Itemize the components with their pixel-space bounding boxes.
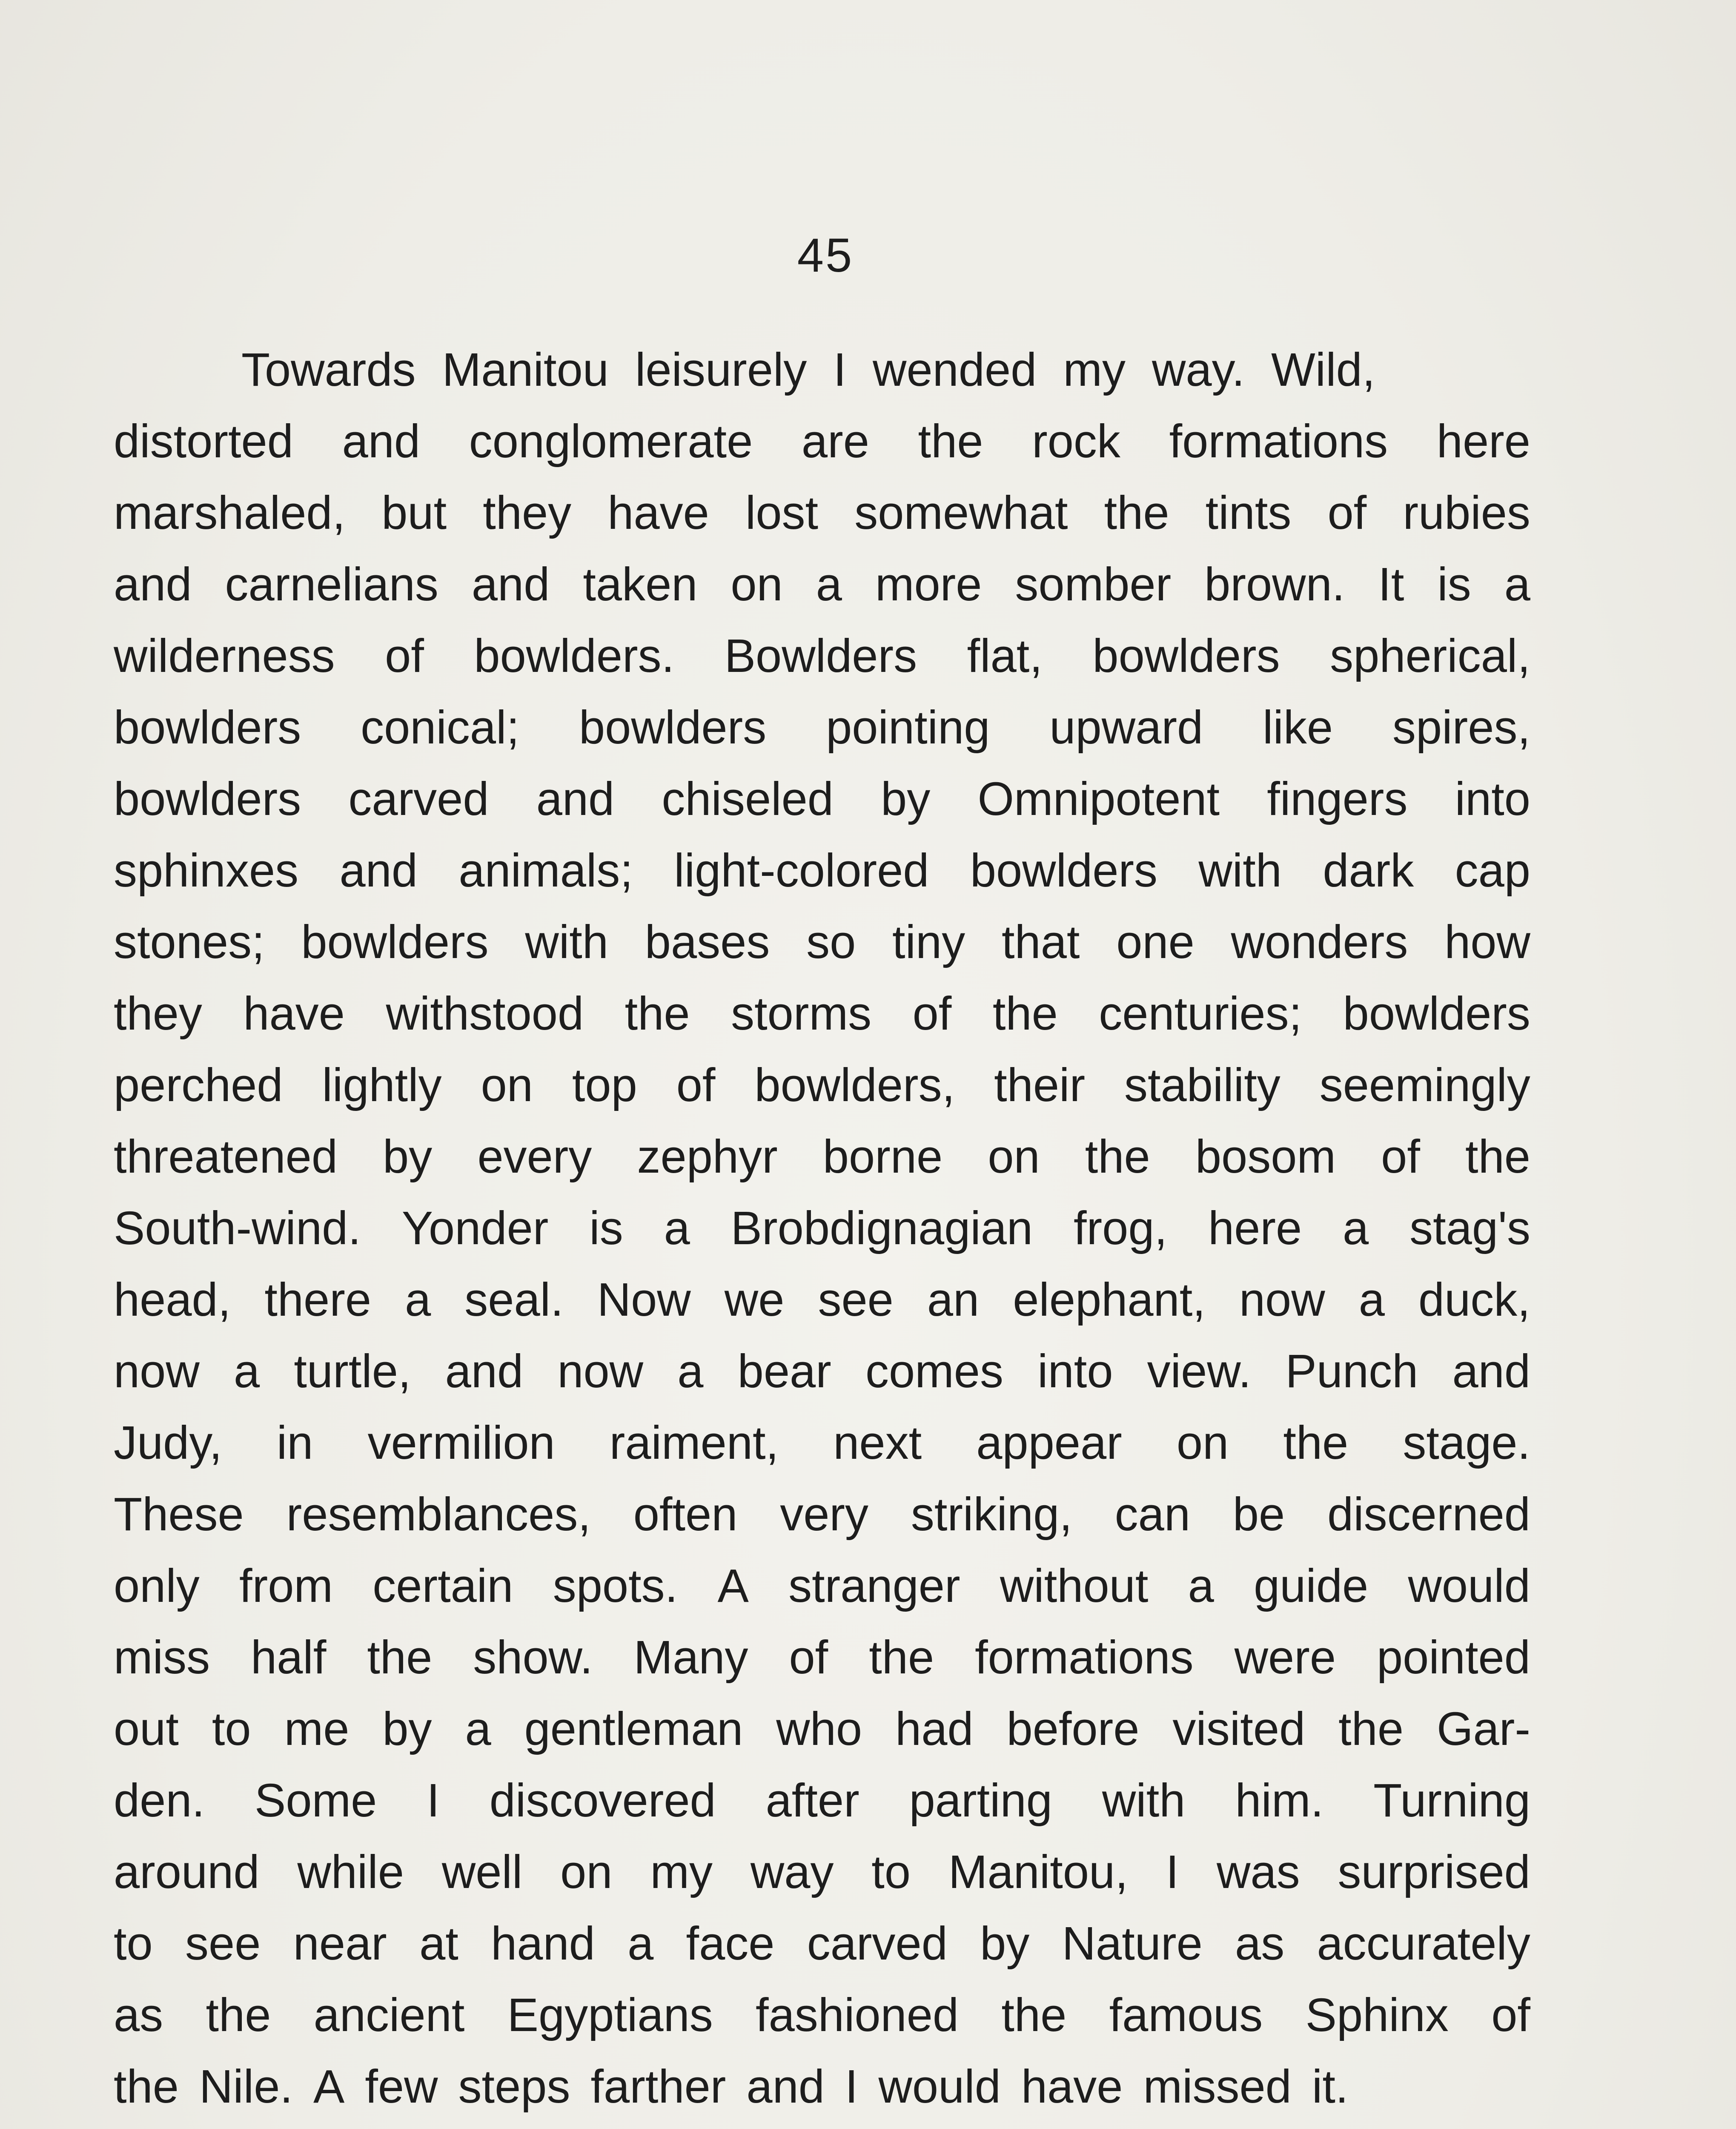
word: I	[1166, 1846, 1179, 1898]
word: every	[477, 1130, 592, 1183]
word: Nile.	[199, 2060, 293, 2113]
word: zephyr	[637, 1130, 778, 1183]
text-line	[114, 1479, 1530, 1550]
word: bowlders	[1343, 987, 1530, 1040]
word: of	[789, 1631, 828, 1684]
word: a	[1358, 1274, 1385, 1326]
word: with	[1102, 1774, 1186, 1827]
word: to	[114, 1917, 153, 1970]
word: with	[1198, 844, 1282, 897]
word: an	[927, 1274, 980, 1326]
word: of	[676, 1059, 716, 1111]
word: formations	[975, 1631, 1194, 1684]
word: him.	[1235, 1774, 1324, 1827]
word	[378, 2123, 544, 2129]
text-line	[114, 1908, 1530, 1980]
word: be	[1232, 1488, 1285, 1541]
word: the	[1338, 1703, 1404, 1755]
word: tiny	[892, 916, 965, 968]
text-line	[114, 978, 1530, 1050]
text-line	[114, 1836, 1530, 1908]
word: discerned	[1327, 1488, 1530, 1541]
word: distorted	[114, 415, 293, 468]
word: Gar-	[1437, 1703, 1530, 1755]
word: centuries;	[1099, 987, 1302, 1040]
word: had	[895, 1703, 974, 1755]
word: the	[1283, 1417, 1349, 1469]
word: to	[871, 1846, 911, 1898]
word: the	[114, 2060, 179, 2113]
word: leisurely	[635, 344, 807, 396]
word: lost	[745, 487, 819, 539]
text-line	[114, 1050, 1530, 1121]
word: Some	[255, 1774, 377, 1827]
word: Punch	[1285, 1345, 1418, 1397]
word: vermilion	[367, 1417, 555, 1469]
word: conical;	[361, 701, 520, 754]
word	[241, 2123, 343, 2129]
word: These	[114, 1488, 244, 1541]
text-line	[114, 549, 1530, 620]
word: from	[239, 1560, 333, 1612]
word: me	[284, 1703, 349, 1755]
word: as	[114, 1989, 163, 2041]
word: bowlders	[970, 844, 1158, 897]
word: of	[912, 987, 952, 1040]
word: Now	[597, 1274, 691, 1326]
word: gentleman	[524, 1703, 743, 1755]
word: accurately	[1317, 1917, 1530, 1970]
word: resemblances,	[286, 1488, 591, 1541]
word: of	[385, 630, 424, 682]
word: tints	[1205, 487, 1292, 539]
word: I	[427, 1774, 440, 1827]
word: elephant,	[1013, 1274, 1206, 1326]
word: Towards	[241, 344, 416, 396]
word: formations	[1169, 415, 1388, 468]
text-line	[114, 1550, 1530, 1622]
word: have	[607, 487, 709, 539]
word: out	[114, 1703, 179, 1755]
word: and	[339, 844, 418, 897]
word: a	[816, 558, 842, 611]
word: one	[1116, 916, 1195, 968]
body-text	[109, 334, 1530, 2129]
word: around	[114, 1846, 260, 1898]
text-line	[114, 1980, 1530, 2051]
word: by	[383, 1130, 433, 1183]
word: somber	[1015, 558, 1172, 611]
word: South-wind.	[114, 1202, 361, 1254]
word: now	[557, 1345, 644, 1397]
word: Manitou,	[948, 1846, 1128, 1898]
word: farther	[590, 2060, 726, 2113]
word: would	[878, 2060, 1001, 2113]
word: bosom	[1195, 1130, 1336, 1183]
word: as	[1235, 1917, 1285, 1970]
word: bowlders.	[474, 630, 675, 682]
word: Bowlders	[724, 630, 917, 682]
word: I	[833, 344, 846, 396]
text-line	[114, 1622, 1530, 1693]
word: and	[1452, 1345, 1530, 1397]
word: missed	[1143, 2060, 1292, 2113]
word: light-colored	[674, 844, 929, 897]
word: my	[1063, 344, 1126, 396]
word: bowlders	[579, 701, 767, 754]
word: bowlders,	[754, 1059, 955, 1111]
word: guide	[1254, 1560, 1369, 1612]
word: ancient	[313, 1989, 465, 2041]
word: so	[806, 916, 856, 968]
word: they	[483, 487, 572, 539]
word: upward	[1049, 701, 1203, 754]
word: steps	[458, 2060, 570, 2113]
word: pointed	[1377, 1631, 1530, 1684]
word: top	[572, 1059, 637, 1111]
word: stranger	[788, 1560, 960, 1612]
word: visited	[1172, 1703, 1306, 1755]
word: view.	[1147, 1345, 1252, 1397]
word: den.	[114, 1774, 205, 1827]
word: Manitou	[442, 344, 609, 396]
text-line	[114, 477, 1530, 549]
text-line	[114, 1765, 1530, 1836]
word: borne	[822, 1130, 943, 1183]
word: spots.	[553, 1560, 678, 1612]
word: famous	[1109, 1989, 1263, 2041]
word: cap	[1455, 844, 1530, 897]
word: were	[1234, 1631, 1336, 1684]
word: before	[1006, 1703, 1140, 1755]
word: fingers	[1267, 773, 1408, 825]
word	[1298, 2123, 1402, 2129]
word: is	[1437, 558, 1471, 611]
word: Many	[633, 1631, 748, 1684]
word: carved	[348, 773, 489, 825]
word: bowlders	[1092, 630, 1280, 682]
text-line	[114, 2051, 1530, 2123]
word: striking,	[911, 1488, 1072, 1541]
word: raiment,	[609, 1417, 779, 1469]
word: often	[633, 1488, 738, 1541]
word: on	[1176, 1417, 1229, 1469]
word: there	[264, 1274, 372, 1326]
word: the	[1085, 1130, 1150, 1183]
word: by	[382, 1703, 432, 1755]
word: sphinxes	[114, 844, 299, 897]
word: rubies	[1403, 487, 1530, 539]
word: it.	[1312, 2060, 1349, 2113]
word: a	[233, 1345, 260, 1397]
word: Wild,	[1271, 344, 1375, 396]
word: a	[1504, 558, 1530, 611]
word: spires,	[1392, 701, 1530, 754]
word: bowlders	[301, 916, 489, 968]
text-line	[114, 907, 1530, 978]
text-line	[114, 692, 1530, 763]
word: stage.	[1403, 1417, 1530, 1469]
word: into	[1455, 773, 1530, 825]
word: I	[845, 2060, 858, 2113]
word: somewhat	[854, 487, 1068, 539]
word: bear	[737, 1345, 831, 1397]
word: and	[114, 558, 192, 611]
word: A	[313, 2060, 345, 2113]
word: can	[1114, 1488, 1191, 1541]
word: bowlders	[114, 701, 301, 754]
word: that	[1002, 916, 1080, 968]
text-line	[114, 1121, 1530, 1193]
word: hand	[491, 1917, 595, 1970]
word: of	[1491, 1989, 1530, 2041]
word: and	[342, 415, 421, 468]
word: my	[650, 1846, 713, 1898]
word: who	[776, 1703, 862, 1755]
word: have	[243, 987, 345, 1040]
word: without	[1000, 1560, 1149, 1612]
word: discovered	[489, 1774, 716, 1827]
word: the	[1465, 1130, 1530, 1183]
word	[1437, 2123, 1530, 2129]
word: here	[1436, 415, 1530, 468]
word	[1187, 2123, 1263, 2129]
text-line	[114, 620, 1530, 692]
word: bowlders	[114, 773, 301, 825]
word: with	[525, 916, 609, 968]
word: a	[465, 1703, 491, 1755]
word	[1033, 2123, 1152, 2129]
word: the	[367, 1631, 433, 1684]
word: now	[114, 1345, 200, 1397]
word: a	[627, 1917, 654, 1970]
word: rock	[1032, 415, 1120, 468]
word: seemingly	[1319, 1059, 1530, 1111]
word: near	[293, 1917, 387, 1970]
word: and	[471, 558, 550, 611]
text-line	[114, 406, 1530, 477]
word: very	[780, 1488, 869, 1541]
word: next	[833, 1417, 922, 1469]
word: dark	[1323, 844, 1414, 897]
word: few	[365, 2060, 438, 2113]
word: on	[730, 558, 783, 611]
word	[579, 2123, 613, 2129]
text-line	[114, 1693, 1530, 1765]
word: the	[625, 987, 690, 1040]
word	[648, 2123, 843, 2129]
word: Turning	[1373, 1774, 1530, 1827]
word: carved	[807, 1917, 948, 1970]
word: after	[765, 1774, 859, 1827]
text-line	[114, 1193, 1530, 1264]
word: see	[185, 1917, 261, 1970]
word: conglomerate	[469, 415, 753, 468]
word: a	[405, 1274, 431, 1326]
word: Judy,	[114, 1417, 222, 1469]
word: more	[875, 558, 982, 611]
word: a	[664, 1202, 690, 1254]
word: only	[114, 1560, 200, 1612]
word: face	[686, 1917, 775, 1970]
word: way	[750, 1846, 834, 1898]
word: way.	[1152, 344, 1245, 396]
word: the	[1001, 1989, 1067, 2041]
word: flat,	[967, 630, 1043, 682]
word: turtle,	[294, 1345, 411, 1397]
word: into	[1037, 1345, 1113, 1397]
word	[878, 2123, 998, 2129]
word: show.	[473, 1631, 593, 1684]
word: have	[1021, 2060, 1123, 2113]
word: stability	[1124, 1059, 1281, 1111]
word: pointing	[826, 701, 990, 754]
word: surprised	[1338, 1846, 1530, 1898]
word: on	[560, 1846, 613, 1898]
word: miss	[114, 1631, 210, 1684]
page-number: 45	[797, 229, 854, 282]
word: we	[724, 1274, 785, 1326]
word: frog,	[1073, 1202, 1168, 1254]
word: was	[1216, 1846, 1300, 1898]
word: certain	[372, 1560, 513, 1612]
word: wonders	[1231, 916, 1408, 968]
word: is	[589, 1202, 623, 1254]
word: and	[746, 2060, 825, 2113]
word: head,	[114, 1274, 231, 1326]
word: the	[869, 1631, 934, 1684]
word: now	[1239, 1274, 1325, 1326]
word: on	[481, 1059, 533, 1111]
word: lightly	[322, 1059, 442, 1111]
word: the	[206, 1989, 271, 2041]
word: half	[251, 1631, 327, 1684]
word: wended	[873, 344, 1037, 396]
word: but	[381, 487, 447, 539]
word: in	[276, 1417, 313, 1469]
word: they	[114, 987, 202, 1040]
word: by	[980, 1917, 1030, 1970]
word: the	[918, 415, 983, 468]
word: stag's	[1409, 1202, 1530, 1254]
word: carnelians	[225, 558, 438, 611]
word: duck,	[1418, 1274, 1530, 1326]
word: perched	[114, 1059, 283, 1111]
word: Sphinx	[1305, 1989, 1449, 2041]
text-line	[114, 763, 1530, 835]
word: parting	[909, 1774, 1052, 1827]
word: seal.	[464, 1274, 564, 1326]
word: comes	[865, 1345, 1003, 1397]
word: chiseled	[662, 773, 834, 825]
word: Egyptians	[507, 1989, 713, 2041]
word: the	[1104, 487, 1169, 539]
word: a	[677, 1345, 704, 1397]
word: stones;	[114, 916, 265, 968]
word: a	[1188, 1560, 1214, 1612]
word: storms	[731, 987, 872, 1040]
text-line	[114, 835, 1530, 907]
word: animals;	[458, 844, 633, 897]
word: their	[994, 1059, 1086, 1111]
word: It	[1378, 558, 1404, 611]
word: are	[801, 415, 869, 468]
word: well	[441, 1846, 523, 1898]
word: by	[881, 773, 931, 825]
word: withstood	[386, 987, 584, 1040]
word: spherical,	[1330, 630, 1530, 682]
word: of	[1327, 487, 1367, 539]
word: how	[1444, 916, 1530, 968]
word: would	[1408, 1560, 1530, 1612]
word: Brobdignagian	[730, 1202, 1033, 1254]
word: fashioned	[756, 1989, 959, 2041]
text-line	[114, 1407, 1530, 1479]
word: appear	[976, 1417, 1122, 1469]
word: Omnipotent	[977, 773, 1220, 825]
word: to	[212, 1703, 251, 1755]
word: on	[988, 1130, 1040, 1183]
word: Yonder	[401, 1202, 549, 1254]
word: a	[1343, 1202, 1369, 1254]
word: at	[419, 1917, 458, 1970]
word: brown.	[1204, 558, 1345, 611]
word: Nature	[1062, 1917, 1203, 1970]
word: and	[445, 1345, 524, 1397]
word: bases	[645, 916, 770, 968]
word: A	[717, 1560, 749, 1612]
word: see	[818, 1274, 894, 1326]
word: threatened	[114, 1130, 338, 1183]
word: like	[1263, 701, 1333, 754]
word: and	[536, 773, 615, 825]
text-line	[114, 1264, 1530, 1336]
word: wilderness	[114, 630, 335, 682]
word: marshaled,	[114, 487, 346, 539]
text-line	[114, 1336, 1530, 1407]
word: here	[1208, 1202, 1302, 1254]
word: of	[1381, 1130, 1420, 1183]
text-line	[114, 2123, 1530, 2129]
word: taken	[583, 558, 698, 611]
word: the	[992, 987, 1058, 1040]
word: while	[297, 1846, 404, 1898]
text-line	[114, 334, 1530, 406]
